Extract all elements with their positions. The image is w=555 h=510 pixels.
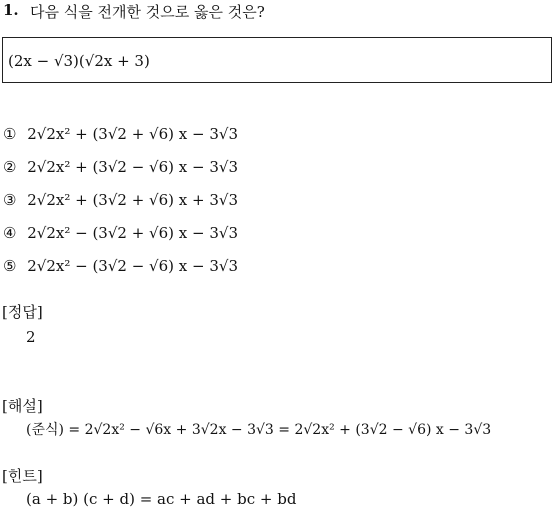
choice-marker: ④ xyxy=(3,224,17,242)
choice-marker: ② xyxy=(3,158,17,176)
explanation-label: [해설] xyxy=(2,397,43,415)
choice-marker: ⑤ xyxy=(3,257,17,275)
hint-label: [힌트] xyxy=(2,467,43,485)
choice-marker: ① xyxy=(3,125,17,143)
choice-1[interactable] xyxy=(3,125,238,143)
choice-3[interactable] xyxy=(3,191,238,209)
choice-text: 2√2x² + (3√2 + √6) x + 3√3 xyxy=(27,191,238,209)
choice-2[interactable] xyxy=(3,158,238,176)
hint-text: (a + b) (c + d) = ac + ad + bc + bd xyxy=(26,490,297,508)
expression-box xyxy=(2,37,552,83)
answer-label: [정답] xyxy=(2,303,43,321)
answer-value: 2 xyxy=(26,328,36,346)
choice-5[interactable] xyxy=(3,257,238,275)
explanation-text: (준식) = 2√2x² − √6x + 3√2x − 3√3 = 2√2x² + (3√2 − √6) x − 3√3 xyxy=(26,422,492,438)
choice-4[interactable] xyxy=(3,224,238,242)
choice-text: 2√2x² + (3√2 − √6) x − 3√3 xyxy=(27,158,238,176)
choice-text: 2√2x² + (3√2 + √6) x − 3√3 xyxy=(27,125,238,143)
question-number: 1. xyxy=(3,1,19,19)
question-text: 다음 식을 전개한 것으로 옳은 것은? xyxy=(30,3,265,21)
choice-text: 2√2x² − (3√2 − √6) x − 3√3 xyxy=(27,257,238,275)
choice-text: 2√2x² − (3√2 + √6) x − 3√3 xyxy=(27,224,238,242)
choice-marker: ③ xyxy=(3,191,17,209)
expression: (2x − √3)(√2x + 3) xyxy=(8,52,150,70)
